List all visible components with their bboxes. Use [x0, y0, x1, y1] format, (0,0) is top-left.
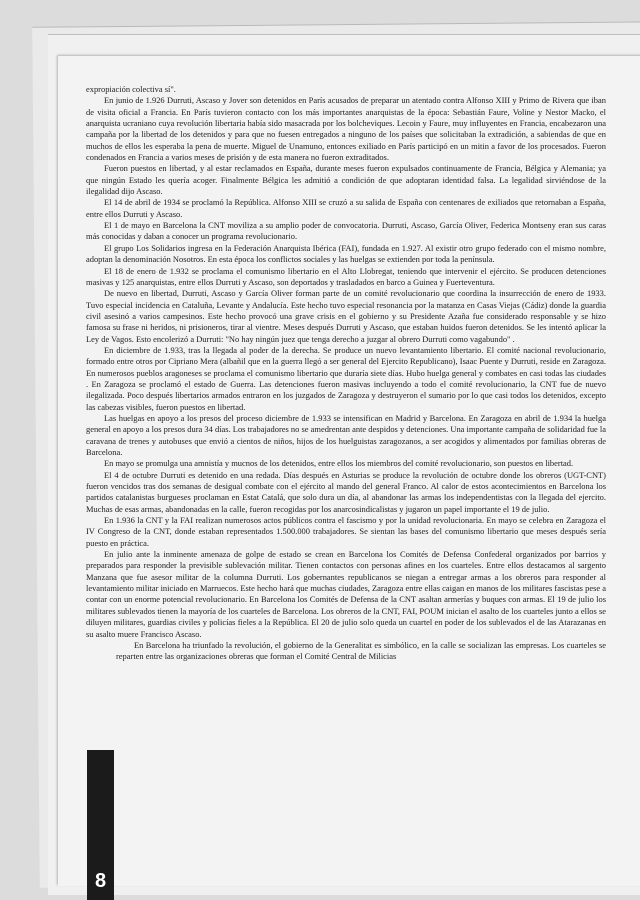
paragraph: El 14 de abril de 1934 se proclamó la República. Alfonso XIII se cruzó a su salida de España con centenares de exiliados que retornaban a España, entre ellos Durruti y Ascaso. [86, 197, 606, 219]
paragraph: El 1 de mayo en Barcelona la CNT moviliza a su amplio poder de convocatoria. Durruti, Ascaso, García Oliver, Federica Montseny eran sus caras más conocidas y daban a conocer un programa revolucionario. [86, 220, 606, 242]
paragraph: En diciembre de 1.933, tras la llegada al poder de la derecha. Se produce un nuevo levantamiento libertario. El comité nacional revolucionario, formado entre otros por Cipriano Mera (albañil que en la guerra llegó a ser general del Ejercito Republicano), Isaac Puente y Durruti, reside en Zaragoza. En numerosos pueblos aragoneses se proclama el comunismo libertario que duraría siete días. Hubo huelga general y combates en casi todas las ciudades . En Zaragoza se proclamó el estado de Guerra. Las detenciones fueron masivas incluyendo a todo el comité revolucionario, la CNT fue de nuevo ilegalizada. Poco después libertarios armados entraron en los juzgados de Zaragoza y destruyeron el sumario por lo que casi todos los detenidos, excepto las cabezas visibles, fueron puestos en libertad. [86, 344, 606, 412]
paragraph: En junio de 1.926 Durruti, Ascaso y Jover son detenidos en París acusados de preparar un atentado contra Alfonso XIII y Primo de Rivera que iban de visita oficial a Francia. En París tuvieron contacto con los más importantes anarquistas de la época: Sebastián Faure, Voline y Nestor Macko, el anarquista ucraniano cuya revolución libertaria había sido masacrada por los bolcheviques. Lecoin y Faure, muy influyentes en Francia, encabezaron una campaña por la libertad de los detenidos y para que no fuesen entregados a ninguno de los países que solicitaban la extradición, a sabiendas de que en muchos de ellos les esperaba la pena de muerte. Miguel de Unamuno, entonces exiliado en París participó en un mitin a favor de los procesados. Fueron condenados en Francia a varios meses de prisión y de esta manera no fueron extraditados. [86, 95, 606, 163]
paragraph: En 1.936 la CNT y la FAI realizan numerosos actos públicos contra el fascismo y por la unidad revolucionaria. En mayo se celebra en Zaragoza el IV Congreso de la CNT, donde estaban representados 1.500.000 trabajadores. Se sientan las bases del comunismo libertario que meses después sería puesto en práctica. [86, 515, 606, 548]
wrapped-text-block [86, 640, 606, 663]
paragraph: En Barcelona ha triunfado la revolución, el gobierno de la Generalitat es simbólico, en la calle se socializan las empresas. Los cuarteles se reparten entre las organizaciones obreras que forman el Comité Central de Milicias [116, 639, 606, 662]
paragraph: El 4 de octubre Durruti es detenido en una redada. Días después en Asturias se produce la revolución de octubre donde los obreros (UGT-CNT) fueron vencidos tras dos semanas de desigual combate con el ejército al mando del general Franco. Al calor de estos acontecimientos en Barcelona los partidos catalanistas burgueses proclaman en Estat Catalá, que solo dura un día, al abandonar las armas los independentistas con la llegada del ejercito. Muchas de esas armas, abandonadas en la calle, fueron recogidas por los anarcosindicalistas y jugaron un papel importante el 19 de julio. [86, 469, 606, 514]
paragraph: Fueron puestos en libertad, y al estar reclamados en España, durante meses fueron expulsados continuamente de Francia, Bélgica y Alemania; ya que ningún Estado les quería acoger. Finalmente Bélgica les admitió a condición de que adoptaran identidad falsa. La legalidad sirviéndose de la ilegalidad dijo Ascaso. [86, 163, 606, 197]
paragraph: De nuevo en libertad, Durruti, Ascaso y García Oliver forman parte de un comité revolucionario que coordina la insurrección de enero de 1933. Tuvo especial incidencia en Cataluña, Levante y Andalucía. Este hecho tuvo especial resonancia por la matanza en Casas Viejas (Cádiz) donde la guardia civil asesinó a varios campesinos. Este hecho provocó una grave crisis en el gobierno y su Presidente Azaña fue considerado responsable y se hizo famosa su frase ni heridos, ni prisioneros, tirar al vientre. Meses después Durruti y Ascaso, que estaban huidos fueron detenidos. Se les intentó aplicar la Ley de Vagos. Esto encolerizó a Durruti: "No hay ningún juez que tenga derecho a juzgar al obrero Durruti como vagabundo" . [86, 288, 606, 344]
paragraph: El grupo Los Solidarios ingresa en la Federación Anarquista Ibérica (FAI), fundada en 1.927. Al existir otro grupo federado con el mismo nombre, adoptan la denominación Nosotros. En esta época los conflictos sociales y las huelgas se extienden por toda la península. [86, 242, 606, 265]
document-page [58, 56, 640, 892]
paragraph: En julio ante la inminente amenaza de golpe de estado se crean en Barcelona los Comités de Defensa Confederal organizados por barrios y preparados para responder la previsible sublevación militar. Tienen contactos con personas afines en los cuarteles. Entre ellos destacamos al sargento Manzana que fue asesor militar de la columna Durruti. Los gobernantes republicanos se niegan a entregar armas a los obreros para responder al levantamiento militar iniciado en Marruecos. Este hecho hará que muchas ciudades, Zaragoza entre ellas caigan en manos de los militares fascistas pese a contar con un enorme potencial revolucionario. En Barcelona los Comités de Defensa de la CNT asaltan armerías y buques con armas. El 19 de julio los militares sublevados tienen la mayoría de los cuarteles de Barcelona. Los obreros de la CNT, FAI, POUM inician el asalto de los cuarteles junto a ellos se diluyen militares, guardias civiles y policías fieles a la República. El 20 de julio solo queda un cuartel en poder de los sublevados el de las Atarazanas en su asalto muere Francisco Ascaso. [86, 549, 606, 639]
page-number: 8 [94, 870, 107, 892]
paragraph: El 18 de enero de 1.932 se proclama el comunismo libertario en el Alto Llobregat, teniendo que intervenir el ejército. Se producen detenciones masivas y 125 anarquistas, entre ellos Durruti y Ascaso, son deportados y trasladados en barco a Guinea y Fuerteventura. [86, 265, 606, 287]
body-text [86, 84, 606, 663]
paragraph: Las huelgas en apoyo a los presos del proceso diciembre de 1.933 se intensifican en Madrid y Barcelona. En Zaragoza en abril de 1.934 la huelga general en apoyo a los presos dura 34 días. Los trabajadores no se amedrentan ante despidos y detenciones. Una importante campaña de solidaridad fue la caravana de trenes y autobuses que envió a cientos de niños, hijos de los huelguistas zaragozanos, a ser acogidos y alimentados por familias obreras de Barcelona. [86, 412, 606, 457]
paragraph: En mayo se promulga una amnistía y mucnos de los detenidos, entre ellos los miembros del comité revolucionario, son puestos en libertad. [104, 458, 574, 469]
paragraph: expropiación colectiva sí". [86, 84, 176, 94]
